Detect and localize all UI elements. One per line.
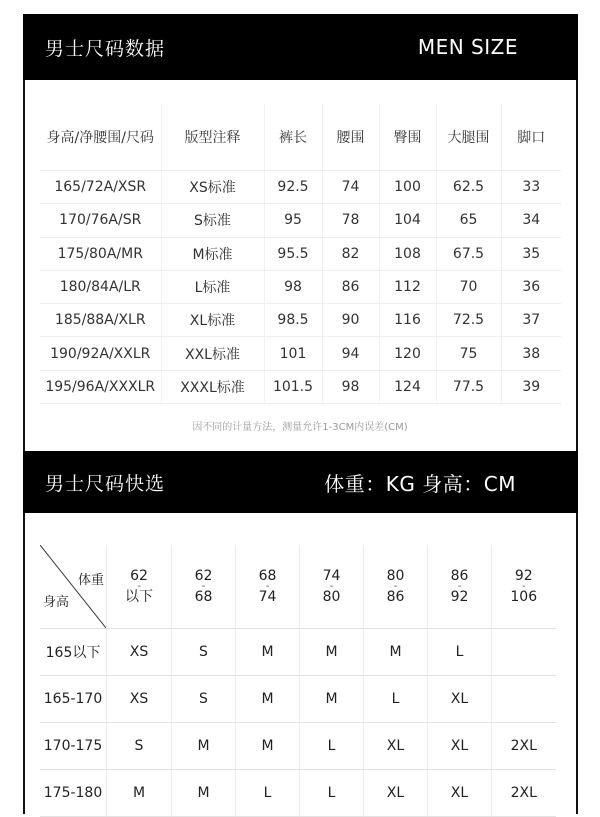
size-cell: M — [236, 723, 300, 770]
weight-from: 86 — [450, 567, 469, 584]
size-cell: M — [364, 629, 428, 676]
range-dash: - — [137, 580, 141, 592]
table-header-row — [40, 104, 561, 171]
size-cell: M — [172, 770, 236, 817]
section-title-cn: 男士尺码数据 — [45, 37, 166, 60]
size-cell: XL — [364, 723, 428, 770]
table-cell: 95.5 — [264, 237, 322, 270]
table-cell: 112 — [379, 270, 436, 303]
table-cell: 98 — [322, 370, 379, 403]
size-cell: XS — [107, 676, 172, 723]
table-cell: 190/92A/XXLR — [40, 337, 161, 370]
table-row — [40, 370, 561, 403]
size-cell: XL — [428, 723, 492, 770]
table-cell: XXL标准 — [161, 337, 264, 370]
size-cell: L — [300, 770, 364, 817]
size-cell: XL — [364, 770, 428, 817]
size-cell: L — [364, 676, 428, 723]
section-title-en: MEN SIZE — [417, 35, 518, 59]
table-row — [40, 237, 561, 270]
size-cell: S — [172, 629, 236, 676]
size-cell — [492, 629, 556, 676]
range-dash: - — [457, 580, 462, 592]
section-title-cn: 男士尺码快选 — [45, 472, 166, 495]
range-dash: - — [201, 580, 206, 592]
size-cell: M — [300, 676, 364, 723]
header-cell: 脚口 — [501, 104, 561, 171]
table-cell: 33 — [501, 171, 561, 204]
weight-to: 106 — [510, 588, 538, 605]
table-cell: 116 — [379, 304, 436, 337]
table-cell: 67.5 — [436, 237, 501, 270]
table-cell: 101.5 — [264, 370, 322, 403]
weight-from: 62 — [194, 567, 213, 584]
table-cell: 62.5 — [436, 171, 501, 204]
table-cell: 100 — [379, 171, 436, 204]
size-cell — [492, 676, 556, 723]
corner-height-label: 身高 — [43, 595, 70, 610]
height-range-cell: 165以下 — [40, 629, 107, 676]
height-row — [40, 770, 556, 817]
table-cell: 185/88A/XLR — [40, 304, 161, 337]
size-cell: S — [172, 676, 236, 723]
header-cell: 腰围 — [322, 104, 379, 171]
height-range-cell: 165-170 — [40, 676, 107, 723]
height-row — [40, 723, 556, 770]
weight-from: 62 — [130, 567, 148, 584]
table-cell: 86 — [322, 270, 379, 303]
table-row — [40, 171, 561, 204]
table-cell: 94 — [322, 337, 379, 370]
size-cell: M — [107, 770, 172, 817]
table-cell: L标准 — [161, 270, 264, 303]
weight-from: 74 — [322, 567, 341, 584]
table-row — [40, 304, 561, 337]
size-cell: 2XL — [492, 770, 556, 817]
table-cell: 38 — [501, 337, 561, 370]
table-cell: XS标准 — [161, 171, 264, 204]
table-cell: 98 — [264, 270, 322, 303]
table-cell: 120 — [379, 337, 436, 370]
size-cell: M — [236, 676, 300, 723]
weight-to: 80 — [322, 588, 341, 605]
height-range-cell: 170-175 — [40, 723, 107, 770]
table-cell: 180/84A/LR — [40, 270, 161, 303]
table-cell: 36 — [501, 270, 561, 303]
weight-range-cell — [364, 545, 428, 629]
size-data-table — [40, 104, 561, 404]
table-cell: 34 — [501, 204, 561, 237]
weight-range-cell — [300, 545, 364, 629]
header-cell: 身高/净腰围/尺码 — [40, 104, 161, 171]
table-cell: 39 — [501, 370, 561, 403]
weight-range-cell — [492, 545, 556, 629]
size-cell: XS — [107, 629, 172, 676]
weight-range-cell — [172, 545, 236, 629]
size-cell: M — [172, 723, 236, 770]
table-cell: 65 — [436, 204, 501, 237]
table-cell: 195/96A/XXXLR — [40, 370, 161, 403]
size-cell: M — [236, 629, 300, 676]
weight-range-cell — [107, 545, 172, 629]
table-row — [40, 270, 561, 303]
table-cell: 108 — [379, 237, 436, 270]
table-cell: 77.5 — [436, 370, 501, 403]
table-cell: 70 — [436, 270, 501, 303]
height-range-cell: 175-180 — [40, 770, 107, 817]
range-dash: - — [329, 580, 334, 592]
size-cell: XL — [428, 676, 492, 723]
table-row — [40, 337, 561, 370]
table-cell: 170/76A/SR — [40, 204, 161, 237]
header-cell: 裤长 — [264, 104, 322, 171]
quick-select-header — [23, 451, 578, 513]
table-cell: 92.5 — [264, 171, 322, 204]
weight-to: 以下 — [125, 588, 153, 605]
weight-to: 68 — [194, 588, 213, 605]
header-cell: 大腿围 — [436, 104, 501, 171]
size-cell: XL — [428, 770, 492, 817]
size-cell: M — [300, 629, 364, 676]
table-cell: XXXL标准 — [161, 370, 264, 403]
size-cell: S — [107, 723, 172, 770]
range-dash: - — [521, 580, 526, 592]
size-cell: L — [300, 723, 364, 770]
weight-to: 74 — [258, 588, 277, 605]
table-cell: 78 — [322, 204, 379, 237]
table-cell: 124 — [379, 370, 436, 403]
weight-from: 92 — [514, 567, 533, 584]
units-label: 体重：KG 身高：CM — [324, 471, 516, 496]
table-cell: 98.5 — [264, 304, 322, 337]
weight-to: 92 — [450, 588, 469, 605]
men-size-header — [23, 14, 578, 80]
table-cell: 90 — [322, 304, 379, 337]
table-cell: 104 — [379, 204, 436, 237]
weight-from: 68 — [258, 567, 277, 584]
quick-size-table — [40, 545, 556, 817]
table-cell: 82 — [322, 237, 379, 270]
header-cell: 版型注释 — [161, 104, 264, 171]
height-row — [40, 629, 556, 676]
range-dash: - — [393, 580, 398, 592]
table-cell: M标准 — [161, 237, 264, 270]
table-cell: 165/72A/XSR — [40, 171, 161, 204]
table-cell: 101 — [264, 337, 322, 370]
range-dash: - — [265, 580, 270, 592]
size-cell: L — [236, 770, 300, 817]
size-cell: L — [428, 629, 492, 676]
table-cell: 35 — [501, 237, 561, 270]
weight-header-row — [40, 545, 556, 629]
size-cell: 2XL — [492, 723, 556, 770]
table-cell: 75 — [436, 337, 501, 370]
table-cell: XL标准 — [161, 304, 264, 337]
corner-weight-label: 体重 — [77, 573, 104, 588]
table-row — [40, 204, 561, 237]
weight-from: 80 — [386, 567, 405, 584]
weight-to: 86 — [386, 588, 405, 605]
weight-range-cell — [236, 545, 300, 629]
table-cell: 72.5 — [436, 304, 501, 337]
header-cell: 臀围 — [379, 104, 436, 171]
measurement-note: 因不同的计量方法，测量允许1-3CM内误差(CM) — [192, 422, 408, 433]
table-cell: 175/80A/MR — [40, 237, 161, 270]
corner-cell — [40, 545, 107, 629]
table-cell: 95 — [264, 204, 322, 237]
table-cell: S标准 — [161, 204, 264, 237]
table-cell: 37 — [501, 304, 561, 337]
height-row — [40, 676, 556, 723]
table-cell: 74 — [322, 171, 379, 204]
weight-range-cell — [428, 545, 492, 629]
